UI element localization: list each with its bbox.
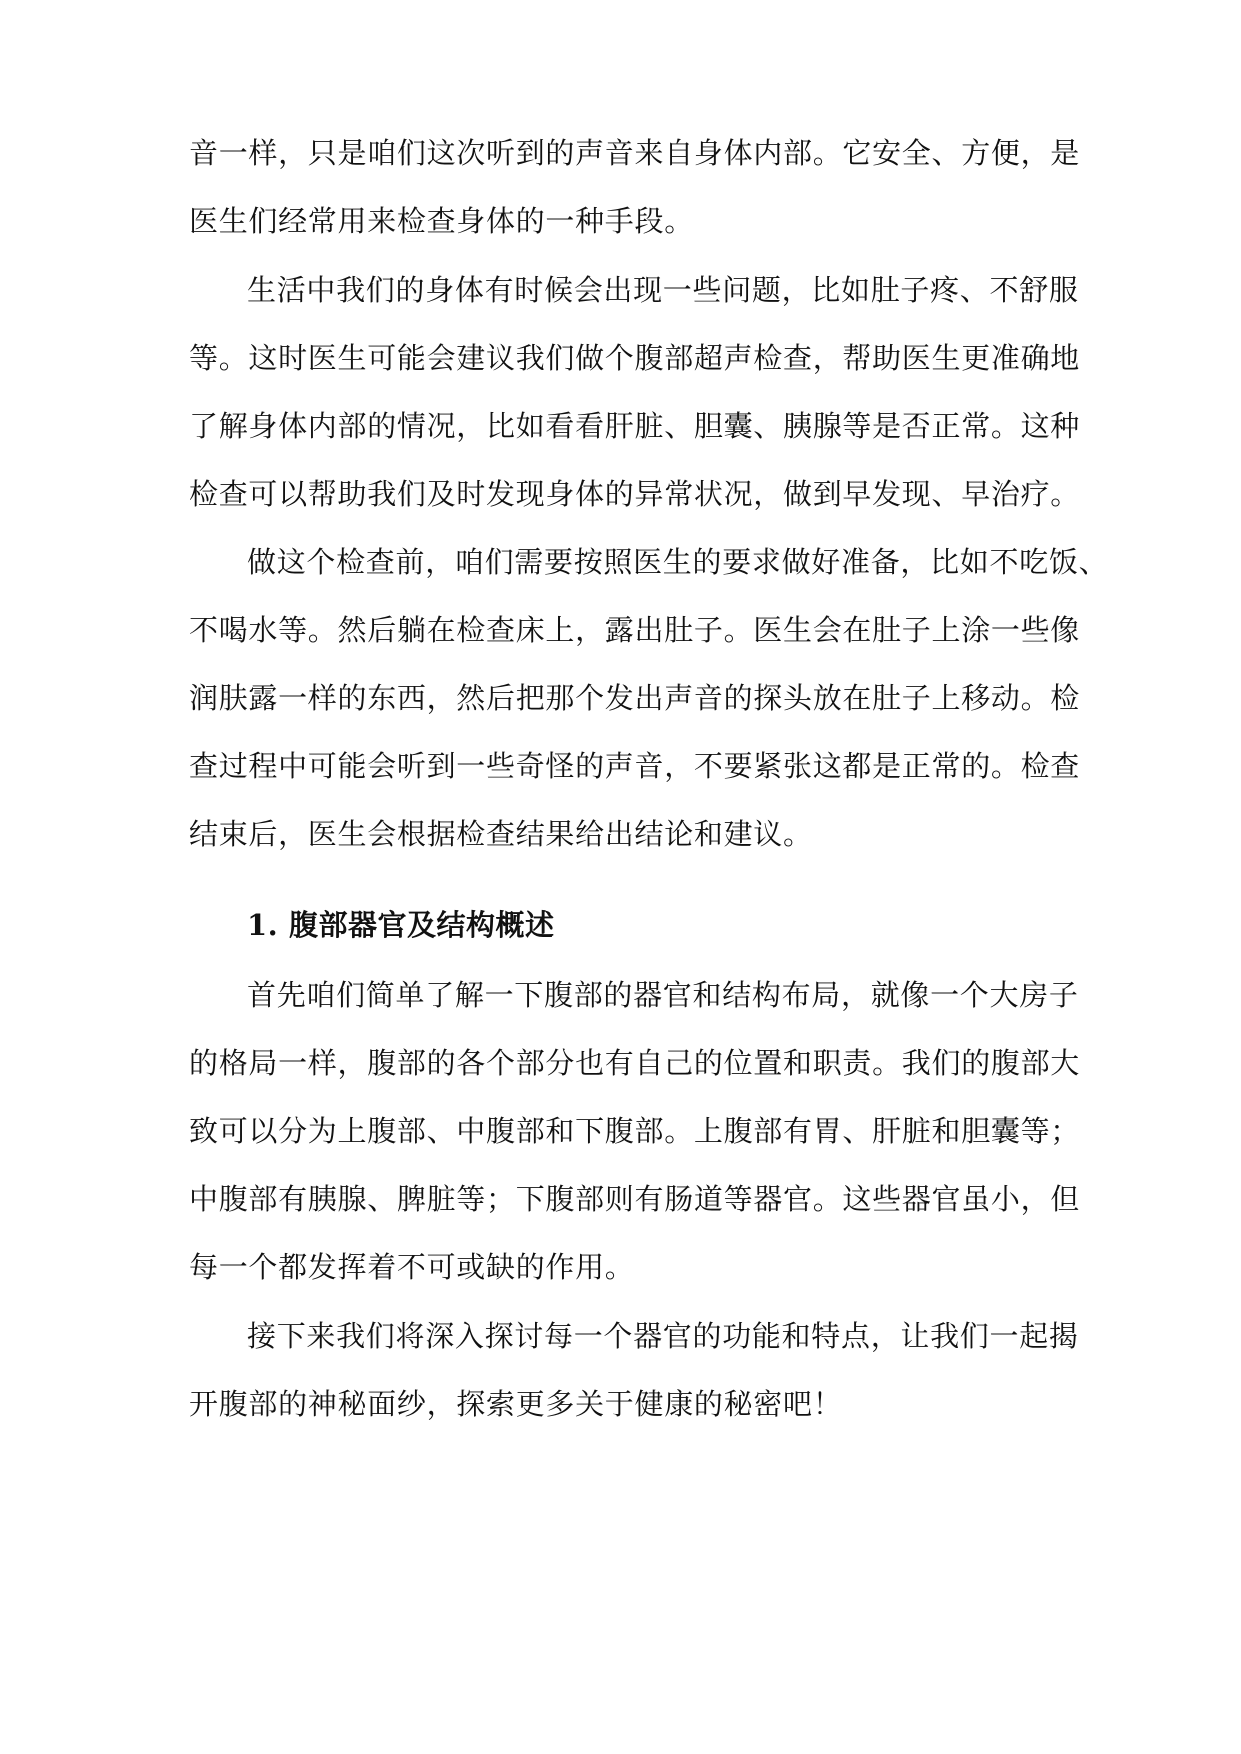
paragraph-2-line-3: 了解身体内部的情况，比如看看肝脏、胆囊、胰腺等是否正常。这种 — [189, 409, 1081, 443]
paragraph-3-line-3: 润肤露一样的东西，然后把那个发出声音的探头放在肚子上移动。检 — [189, 681, 1081, 715]
paragraph-5-line-2: 开腹部的神秘面纱，探索更多关于健康的秘密吧！ — [189, 1387, 843, 1421]
section-number: 1. — [247, 908, 279, 942]
paragraph-2-line-4: 检查可以帮助我们及时发现身体的异常状况，做到早发现、早治疗。 — [189, 477, 1081, 511]
section-heading — [247, 905, 555, 945]
paragraph-3-line-5: 结束后，医生会根据检查结果给出结论和建议。 — [189, 817, 813, 851]
paragraph-4-line-2: 的格局一样，腹部的各个部分也有自己的位置和职责。我们的腹部大 — [189, 1046, 1081, 1080]
paragraph-1-line-1: 音一样，只是咱们这次听到的声音来自身体内部。它安全、方便，是 — [189, 136, 1081, 170]
paragraph-3-line-4: 查过程中可能会听到一些奇怪的声音，不要紧张这都是正常的。检查 — [189, 749, 1081, 783]
paragraph-4-line-3: 致可以分为上腹部、中腹部和下腹部。上腹部有胃、肝脏和胆囊等； — [189, 1114, 1081, 1148]
paragraph-4-line-4: 中腹部有胰腺、脾脏等；下腹部则有肠道等器官。这些器官虽小，但 — [189, 1182, 1081, 1216]
section-title: 腹部器官及结构概述 — [289, 908, 555, 942]
paragraph-3-line-2: 不喝水等。然后躺在检查床上，露出肚子。医生会在肚子上涂一些像 — [189, 613, 1081, 647]
paragraph-4-line-5: 每一个都发挥着不可或缺的作用。 — [189, 1250, 635, 1284]
paragraph-2-line-2: 等。这时医生可能会建议我们做个腹部超声检查，帮助医生更准确地 — [189, 341, 1081, 375]
paragraph-4-line-1: 首先咱们简单了解一下腹部的器官和结构布局，就像一个大房子 — [247, 978, 1079, 1012]
paragraph-5-line-1: 接下来我们将深入探讨每一个器官的功能和特点，让我们一起揭 — [247, 1319, 1079, 1353]
paragraph-3-line-1: 做这个检查前，咱们需要按照医生的要求做好准备，比如不吃饭、 — [247, 545, 1109, 579]
paragraph-1-line-2: 医生们经常用来检查身体的一种手段。 — [189, 204, 694, 238]
paragraph-2-line-1: 生活中我们的身体有时候会出现一些问题，比如肚子疼、不舒服 — [247, 273, 1079, 307]
